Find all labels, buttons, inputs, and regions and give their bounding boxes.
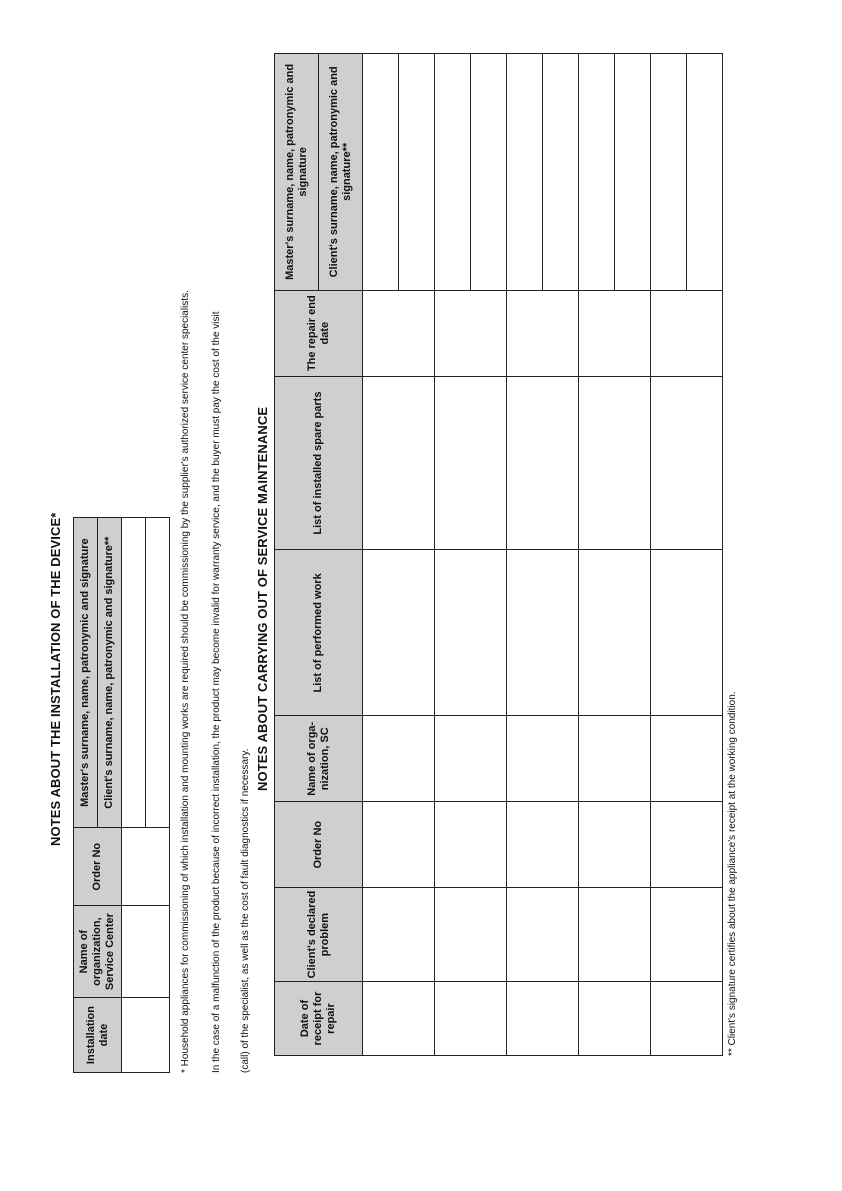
service-table — [274, 53, 723, 1056]
cell-order-no[interactable] — [651, 802, 723, 888]
cell-order-no[interactable] — [507, 802, 579, 888]
header-performed-work: List of performed work — [275, 550, 363, 716]
cell-repair-end[interactable] — [651, 290, 723, 376]
cell-client-signature[interactable] — [399, 54, 435, 291]
footnote-1: * Household appliances for commissioning of which installation and mounting works are required should be commissioning by the supplier's authorized service center specialists. — [180, 290, 191, 1073]
header-repair-end: The repair end date — [275, 290, 363, 376]
cell-master-signature[interactable] — [579, 54, 615, 291]
cell-spare-parts[interactable] — [507, 376, 579, 550]
cell-declared-problem[interactable] — [507, 888, 579, 982]
cell-order-no[interactable] — [363, 802, 435, 888]
cell-client-signature[interactable] — [146, 518, 170, 828]
cell-performed-work[interactable] — [363, 550, 435, 716]
service-row — [651, 54, 687, 1056]
cell-declared-problem[interactable] — [579, 888, 651, 982]
header-order-no: Order No — [275, 802, 363, 888]
header-order-no: Order No — [74, 828, 122, 906]
footnote-2: In the case of a malfunction of the product because of incorrect installation, the product may become invalid for warranty service, and the buyer must pay the cost of the visit — [211, 311, 222, 1073]
header-master-signature: Master's surname, name, patronymic and signature — [275, 54, 319, 291]
header-declared-problem: Client's declared problem — [275, 888, 363, 982]
cell-organization[interactable] — [122, 906, 170, 998]
header-date-receipt: Date of receipt for repair — [275, 982, 363, 1056]
cell-spare-parts[interactable] — [435, 376, 507, 550]
service-row — [363, 54, 399, 1056]
cell-master-signature[interactable] — [122, 518, 146, 828]
cell-date-receipt[interactable] — [507, 982, 579, 1056]
cell-organization[interactable] — [435, 716, 507, 802]
header-organization: Name of orga-nization, SC — [275, 716, 363, 802]
cell-declared-problem[interactable] — [363, 888, 435, 982]
cell-repair-end[interactable] — [363, 290, 435, 376]
cell-declared-problem[interactable] — [651, 888, 723, 982]
service-title: NOTES ABOUT CARRYING OUT OF SERVICE MAINTENANCE — [255, 406, 270, 791]
cell-organization[interactable] — [651, 716, 723, 802]
cell-declared-problem[interactable] — [435, 888, 507, 982]
cell-organization[interactable] — [363, 716, 435, 802]
header-client-signature: Client's surname, name, patronymic and signature** — [98, 518, 122, 828]
cell-organization[interactable] — [579, 716, 651, 802]
cell-performed-work[interactable] — [579, 550, 651, 716]
cell-date-receipt[interactable] — [363, 982, 435, 1056]
cell-date-receipt[interactable] — [579, 982, 651, 1056]
cell-order-no[interactable] — [435, 802, 507, 888]
header-organization: Name of organization, Service Center — [74, 906, 122, 998]
cell-client-signature[interactable] — [471, 54, 507, 291]
cell-client-signature[interactable] — [543, 54, 579, 291]
cell-master-signature[interactable] — [507, 54, 543, 291]
header-spare-parts: List of installed spare parts — [275, 376, 363, 550]
cell-repair-end[interactable] — [507, 290, 579, 376]
cell-spare-parts[interactable] — [579, 376, 651, 550]
cell-organization[interactable] — [507, 716, 579, 802]
cell-order-no[interactable] — [579, 802, 651, 888]
cell-installation-date[interactable] — [122, 998, 170, 1073]
cell-spare-parts[interactable] — [651, 376, 723, 550]
cell-master-signature[interactable] — [435, 54, 471, 291]
cell-client-signature[interactable] — [687, 54, 723, 291]
cell-repair-end[interactable] — [435, 290, 507, 376]
cell-spare-parts[interactable] — [363, 376, 435, 550]
installation-table — [73, 517, 170, 1073]
service-row — [435, 54, 471, 1056]
footnote-2-signature: ** Client's signature certifies about the appliance's receipt at the working condition. — [727, 691, 738, 1056]
cell-master-signature[interactable] — [363, 54, 399, 291]
header-master-signature: Master's surname, name, patronymic and signature — [74, 518, 98, 828]
cell-client-signature[interactable] — [615, 54, 651, 291]
cell-date-receipt[interactable] — [651, 982, 723, 1056]
service-row — [579, 54, 615, 1056]
cell-repair-end[interactable] — [579, 290, 651, 376]
service-row — [507, 54, 543, 1056]
cell-order-no[interactable] — [122, 828, 170, 906]
cell-date-receipt[interactable] — [435, 982, 507, 1056]
cell-master-signature[interactable] — [651, 54, 687, 291]
installation-title: NOTES ABOUT THE INSTALLATION OF THE DEVICE* — [48, 512, 63, 846]
header-installation-date: Installation date — [74, 998, 122, 1073]
cell-performed-work[interactable] — [651, 550, 723, 716]
header-client-signature: Client's surname, name, patronymic and signature** — [319, 54, 363, 291]
cell-performed-work[interactable] — [507, 550, 579, 716]
footnote-3: (call) of the specialist, as well as the cost of fault diagnostics if necessary. — [240, 748, 251, 1073]
cell-performed-work[interactable] — [435, 550, 507, 716]
